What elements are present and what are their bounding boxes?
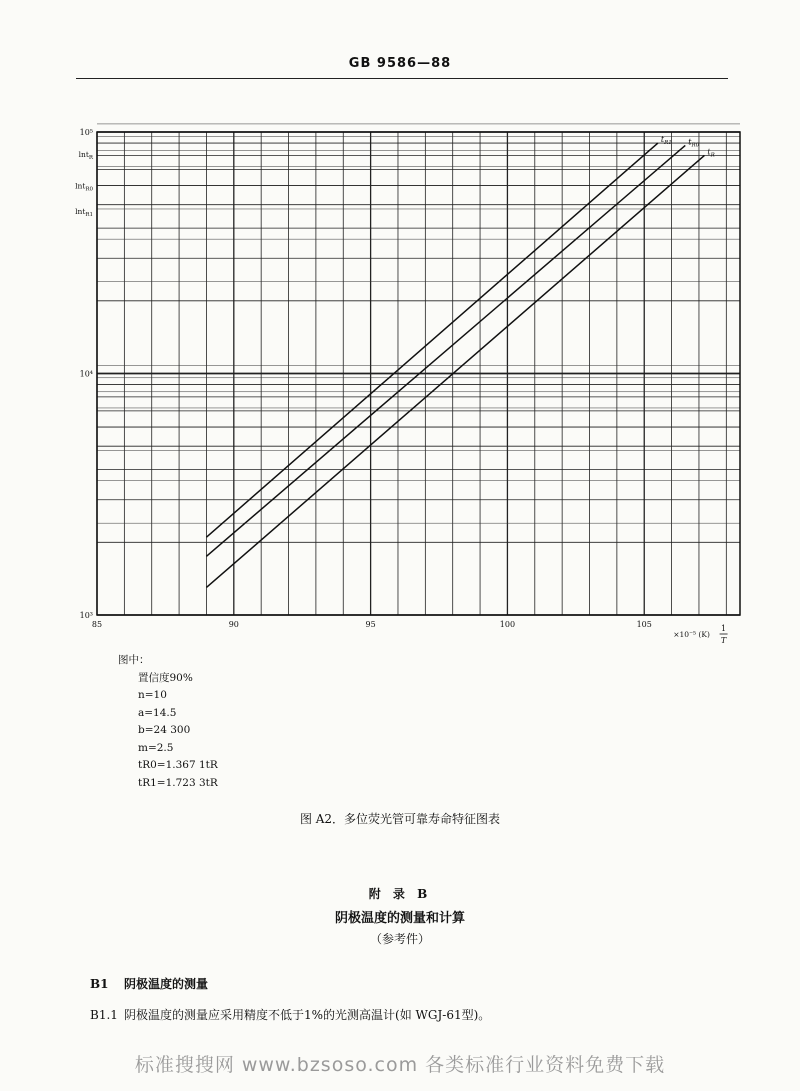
series-line-tR0 bbox=[206, 145, 685, 556]
x-tick-label: 90 bbox=[228, 620, 239, 629]
series-label-tR: $t_R$ bbox=[707, 147, 715, 159]
legend-heading: 图中： bbox=[118, 654, 150, 666]
x-tick-label: 100 bbox=[499, 620, 516, 629]
y-marker-label: lnt$_{R1}$ bbox=[75, 207, 93, 219]
appendix-subtitle: 阴极温度的测量和计算 bbox=[334, 911, 465, 926]
reliability-life-chart bbox=[0, 115, 800, 645]
legend-param: b=24 300 bbox=[138, 724, 191, 736]
paragraph bbox=[90, 1006, 490, 1023]
paragraph-text: 阴极温度的测量应采用精度不低于1%的光测高温计(如 WGJ-61型)。 bbox=[124, 1008, 491, 1022]
legend-param: tR1=1.723 3tR bbox=[138, 776, 218, 789]
legend-param: m=2.5 bbox=[138, 741, 174, 754]
y-marker-label: lnt$_{R0}$ bbox=[75, 181, 93, 193]
legend-param: n=10 bbox=[138, 689, 167, 701]
x-axis-fraction-numerator: 1 bbox=[721, 624, 727, 633]
y-marker-label: lnt$_R$ bbox=[78, 150, 93, 162]
legend-param: tR0=1.367 1tR bbox=[138, 759, 218, 771]
y-tick-label: 10⁴ bbox=[79, 369, 93, 379]
x-tick-label: 95 bbox=[365, 620, 376, 629]
section-heading bbox=[90, 975, 208, 992]
series-line-tR1 bbox=[206, 143, 657, 537]
x-axis-label: ×10⁻⁵ (K) bbox=[673, 630, 710, 639]
chart-grid bbox=[97, 124, 740, 615]
legend-param: 置信度90% bbox=[138, 671, 193, 684]
chart-series bbox=[206, 135, 714, 587]
figure-legend bbox=[118, 652, 218, 792]
series-label-tR0: $t_{R0}$ bbox=[688, 137, 700, 149]
figure-caption: 图 A2．多位荧光管可靠寿命特征图表 bbox=[299, 812, 501, 826]
chart-x-labels bbox=[92, 620, 728, 645]
header-rule bbox=[76, 78, 728, 79]
appendix-note: （参考件） bbox=[369, 932, 430, 946]
paragraph-number: B1.1 bbox=[90, 1008, 118, 1022]
x-tick-label: 105 bbox=[636, 620, 652, 629]
appendix-title: 附 录 B bbox=[368, 887, 432, 901]
site-watermark: 标准搜搜网 www.bzsoso.com 各类标准行业资料免费下载 bbox=[134, 1054, 666, 1076]
x-tick-label: 85 bbox=[91, 620, 103, 629]
legend-param: a=14.5 bbox=[138, 706, 177, 719]
y-tick-label: 10⁵ bbox=[79, 128, 93, 137]
standard-number-header: GB 9586—88 bbox=[348, 56, 452, 71]
x-axis-fraction-denominator: T bbox=[720, 636, 727, 645]
y-tick-label: 10³ bbox=[79, 611, 93, 620]
section-number: B1 bbox=[90, 977, 109, 991]
series-label-tR1: $t_{R1}$ bbox=[660, 135, 672, 147]
section-title: 阴极温度的测量 bbox=[124, 977, 209, 991]
series-line-tR bbox=[206, 155, 704, 587]
chart-y-labels bbox=[75, 128, 94, 620]
